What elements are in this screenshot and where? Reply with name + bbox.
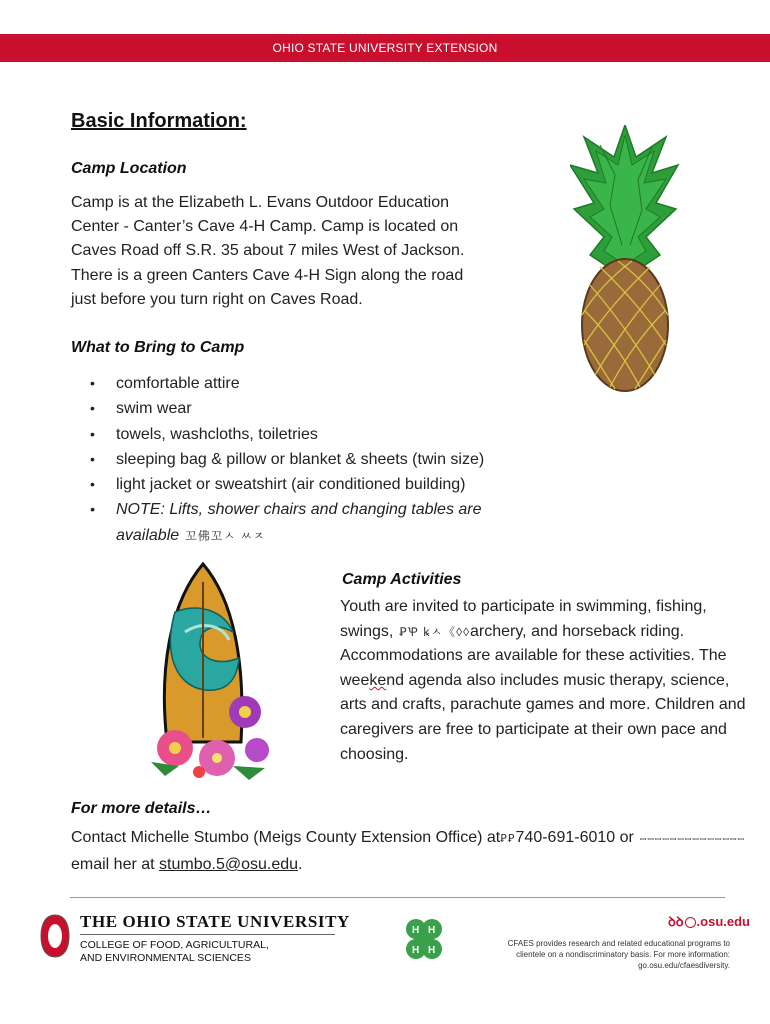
cfaes-disclaimer: CFAES provides research and related educational programs to clientele on a nondiscriminatory basis. For more information: go.osu.edu/cfaesdiversity.: [507, 939, 730, 970]
activities-fragment: swings,: [340, 622, 394, 640]
url-text: .osu.edu: [696, 914, 750, 929]
list-item-note: [90, 497, 526, 549]
contact-text: .: [298, 856, 303, 873]
footer-right: [490, 912, 750, 971]
activities-fragment: nd agenda also includes music therapy, science,: [386, 671, 730, 689]
svg-text:H: H: [428, 925, 436, 936]
osu-name: THE OHIO STATE UNIVERSITY: [80, 912, 350, 931]
camp-activities-text: [340, 595, 760, 767]
location-line: just before you turn right on Caves Road.: [71, 290, 363, 308]
osu-logo: [40, 912, 350, 972]
list-item: • towels, washcloths, toiletries: [90, 422, 526, 447]
college-line: AND ENVIRONMENTAL SCIENCES: [80, 952, 251, 964]
banner-text: OHIO STATE UNIVERSITY EXTENSION: [272, 41, 498, 55]
location-line: There is a green Canters Cave 4-H Sign along the road: [71, 266, 464, 284]
activities-fragment: archery, and horseback riding.: [470, 622, 685, 640]
contact-garble: ꝐꝐ: [500, 833, 516, 845]
activities-garble: ꝐꝔ ꝃㅅ《◊◊: [399, 624, 471, 639]
email-link[interactable]: stumbo.5@osu.edu: [159, 856, 299, 873]
camp-location-heading: Camp Location: [71, 160, 187, 177]
url-circle-icon: [685, 917, 696, 928]
pineapple-leaves: [570, 125, 678, 275]
activities-line: choosing.: [340, 745, 409, 763]
surfboard-illustration: [145, 562, 285, 784]
contact-line: [71, 852, 770, 877]
contact-line: [71, 825, 770, 852]
location-line: Caves Road off S.R. 35 about 7 miles West of Jackson.: [71, 242, 465, 260]
spellcheck-underline: ke: [369, 671, 387, 689]
footer-divider: [70, 897, 725, 898]
contact-text: email her at: [71, 856, 160, 873]
location-line: Center - Canter’s Cave 4-H Camp. Camp is located on: [71, 218, 459, 236]
what-to-bring-heading: What to Bring to Camp: [71, 339, 245, 356]
activities-line: Accommodations are available for these activities. The: [340, 647, 727, 665]
osu-college: [80, 939, 269, 965]
activities-line: Youth are invited to participate in swimming, fishing,: [340, 598, 707, 615]
list-item: • swim wear: [90, 396, 526, 421]
activities-line: [340, 669, 760, 694]
bring-list: [90, 371, 526, 549]
note-line1: NOTE: Lifts, shower chairs and changing tables are: [116, 501, 482, 519]
svg-text:H: H: [428, 945, 436, 956]
camp-activities-heading: Camp Activities: [342, 571, 462, 588]
college-line: COLLEGE OF FOOD, AGRICULTURAL,: [80, 939, 269, 951]
osu-name-rule: [80, 934, 335, 935]
list-item: • sleeping bag & pillow or blanket & sheets (twin size): [90, 447, 526, 472]
four-h-clover-icon: [401, 918, 447, 964]
svg-text:H: H: [412, 925, 420, 936]
location-line: Camp is at the Elizabeth L. Evans Outdoor Education: [71, 194, 449, 211]
pineapple-illustration: [570, 125, 680, 397]
activities-line: caregivers are free to participate at their own pace and: [340, 720, 727, 738]
activities-fragment: wee: [340, 671, 370, 689]
extension-banner: [0, 34, 770, 62]
page-title: Basic Information:: [71, 110, 247, 132]
osu-url[interactable]: [490, 912, 750, 930]
more-details-heading: For more details…: [71, 800, 212, 817]
phone-number: 740-691-6010 or: [515, 829, 634, 846]
contact-garble-tail: ꟷꟷꟷꟷꟷꟷꟷꟷꟷꟷꟷꟷꟷꟷ: [639, 835, 745, 844]
camp-location-text: [71, 191, 464, 312]
note-line2: available: [116, 526, 180, 544]
activities-line: arts and crafts, parachute games and more. Children and: [340, 696, 746, 714]
activities-line: [340, 620, 760, 645]
url-garble: ꝺꝺ: [667, 914, 684, 929]
list-item: • light jacket or sweatshirt (air conditioned building): [90, 472, 526, 497]
contact-details: [71, 825, 770, 877]
block-o-icon: [40, 914, 70, 958]
pineapple-body: [582, 259, 668, 391]
svg-text:H: H: [412, 945, 420, 956]
contact-text: Contact Michelle Stumbo (Meigs County Extension Office) at: [71, 829, 501, 846]
note-garble: 꼬佛꼬ㅅ ㅆㅈ: [185, 528, 266, 543]
list-item: • comfortable attire: [90, 371, 526, 396]
